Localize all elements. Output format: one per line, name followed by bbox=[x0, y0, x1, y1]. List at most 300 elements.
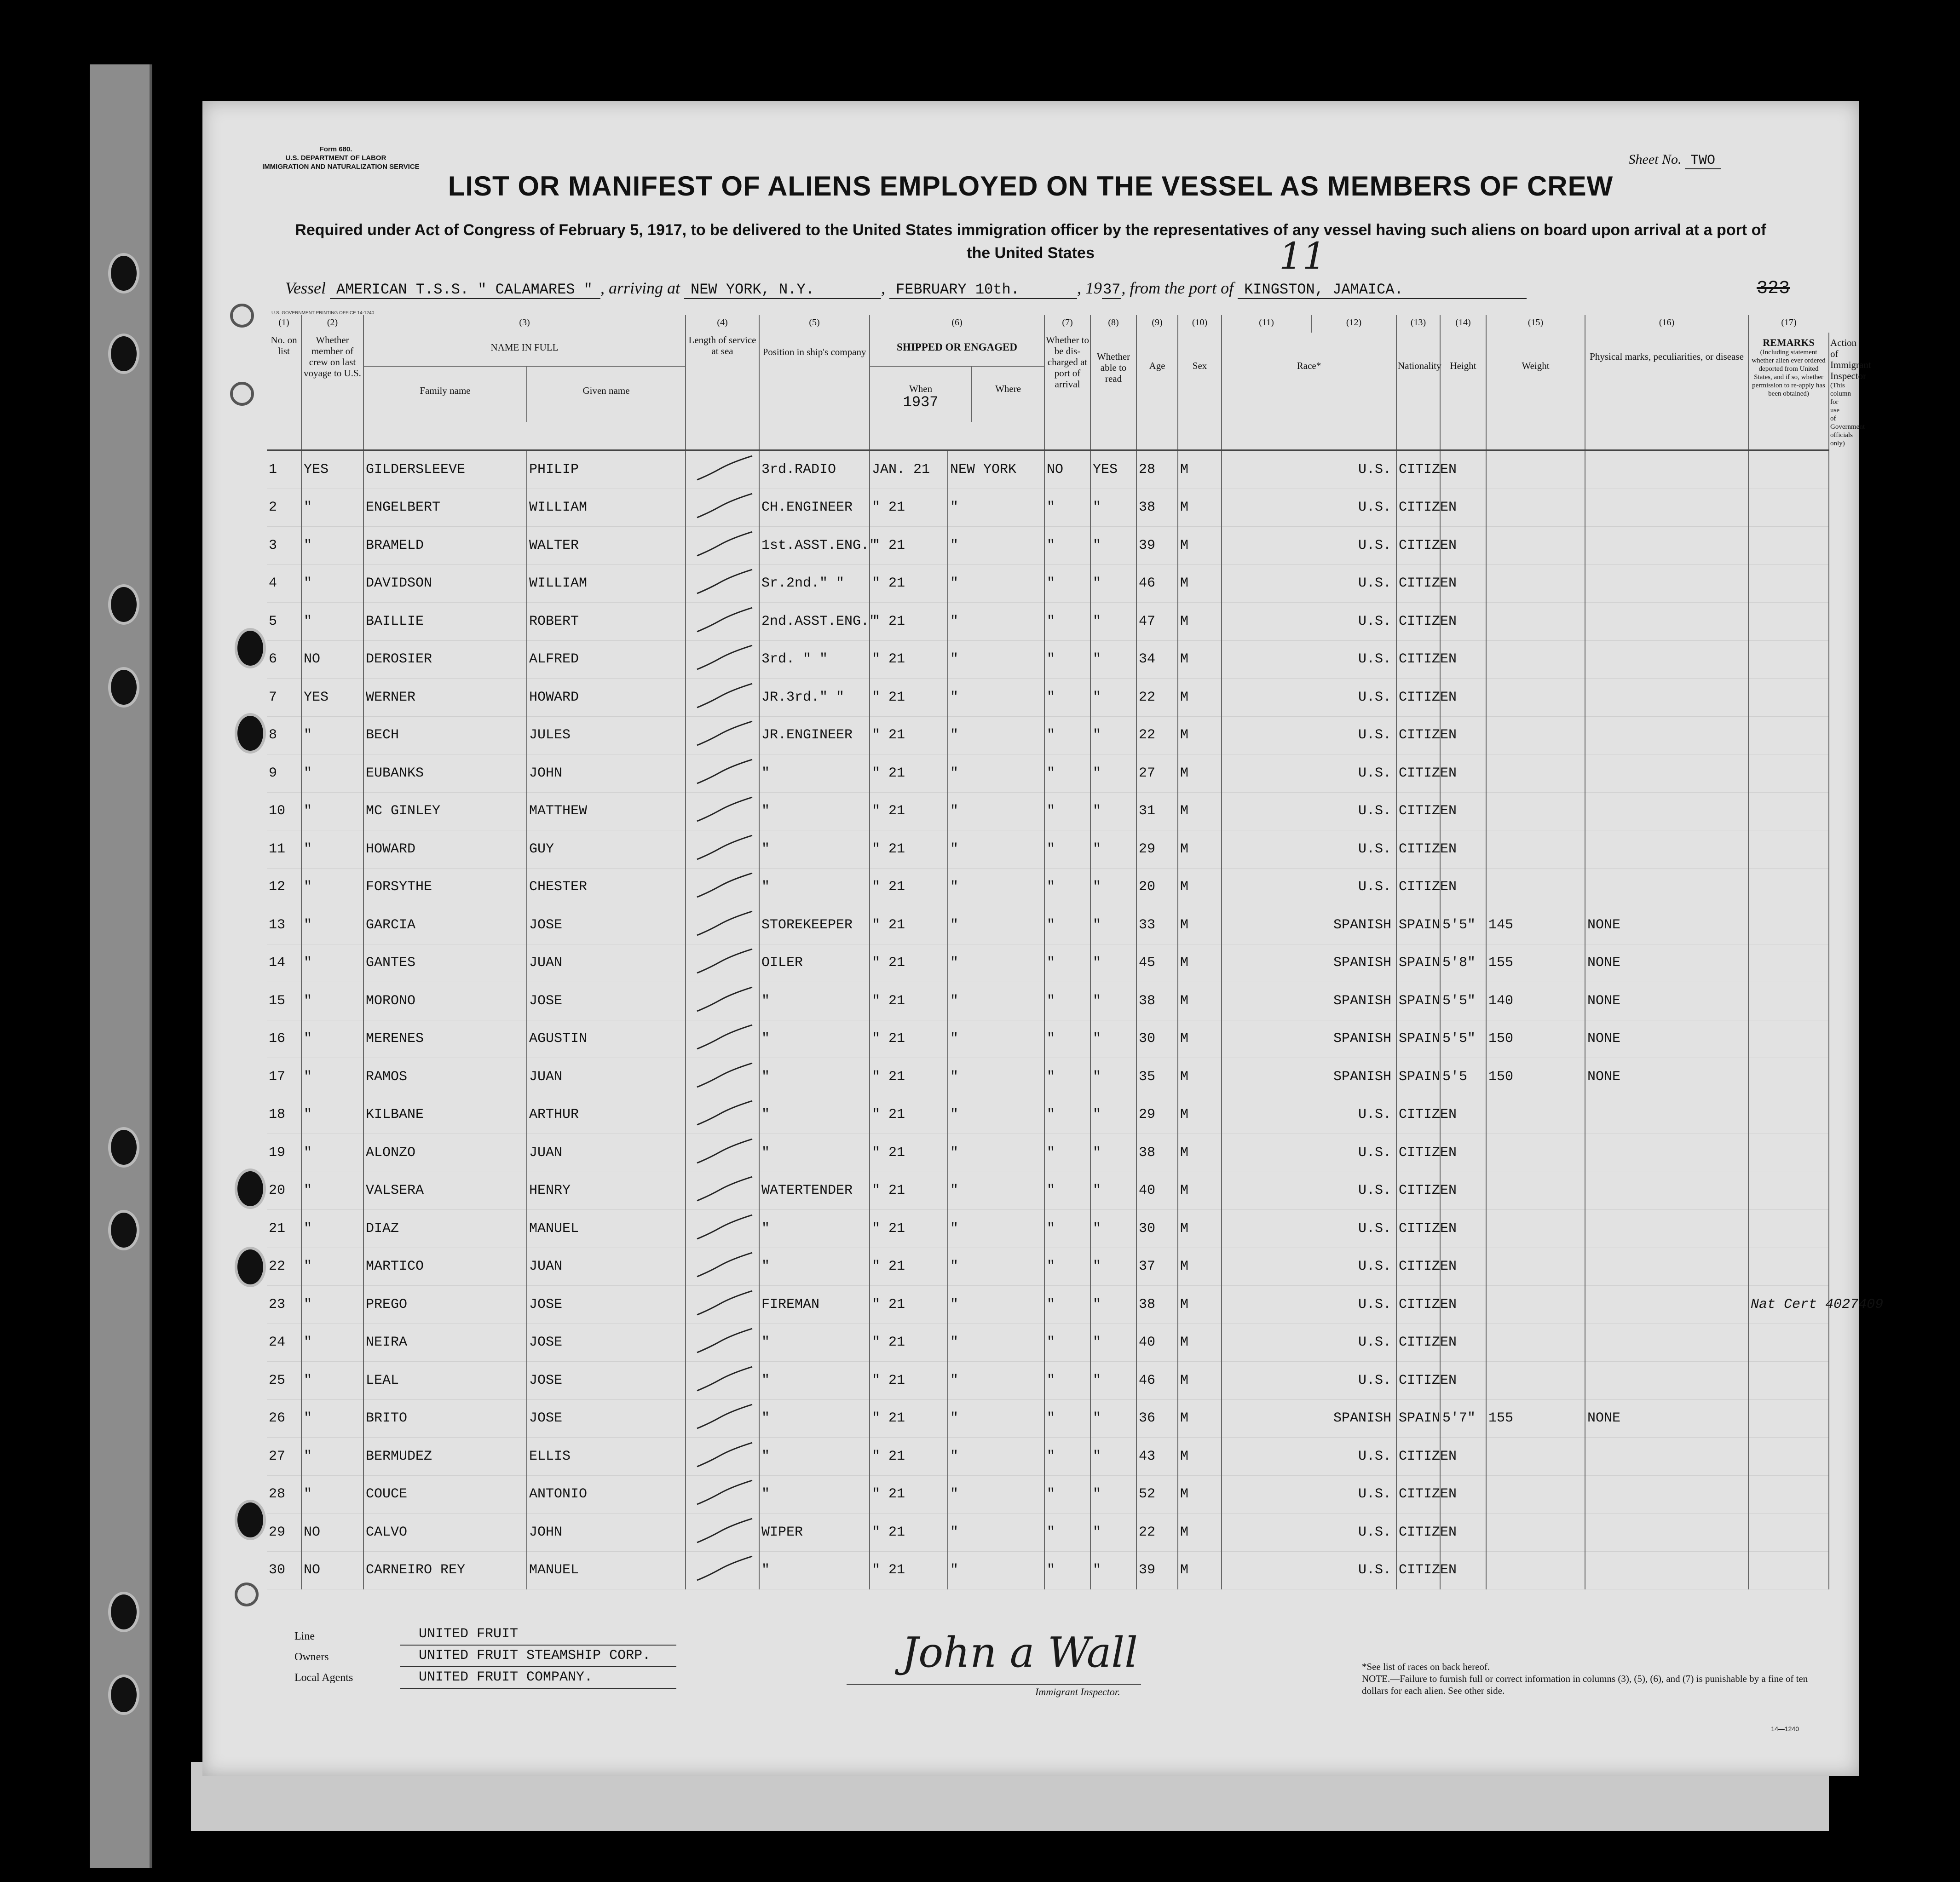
position-cell: 1st.ASST.ENG." bbox=[759, 527, 870, 565]
nationality-cell: CITIZEN bbox=[1396, 754, 1440, 793]
when-cell: " 21 bbox=[870, 527, 948, 565]
column-number: (1) bbox=[267, 315, 301, 333]
check-mark-icon bbox=[688, 679, 761, 716]
discharged-cell: " bbox=[1044, 640, 1090, 679]
race-cell: U.S. bbox=[1222, 1172, 1396, 1210]
nationality-cell: CITIZEN bbox=[1396, 1248, 1440, 1286]
check-mark-icon bbox=[688, 641, 761, 678]
column-number: (14) bbox=[1440, 315, 1486, 333]
remarks-cell bbox=[1748, 944, 1829, 982]
where-cell: NEW YORK bbox=[948, 450, 1044, 489]
sex-cell: M bbox=[1178, 1134, 1222, 1172]
family-name-cell: GANTES bbox=[363, 944, 527, 982]
physical-marks-cell bbox=[1585, 564, 1748, 603]
check-mark-icon bbox=[688, 1096, 761, 1133]
check-mark-icon bbox=[688, 1400, 761, 1437]
from-label: , from the port of bbox=[1121, 279, 1234, 297]
nationality-cell: CITIZEN bbox=[1396, 1134, 1440, 1172]
service-tick-cell bbox=[686, 1134, 759, 1172]
check-mark-icon bbox=[688, 1059, 761, 1095]
race-cell: U.S. bbox=[1222, 1438, 1396, 1476]
row-number: 8 bbox=[267, 716, 301, 754]
when-cell: " 21 bbox=[870, 906, 948, 944]
given-name-cell: JULES bbox=[527, 716, 686, 754]
given-name-cell: PHILIP bbox=[527, 450, 686, 489]
service-tick-cell bbox=[686, 944, 759, 982]
last-voyage-cell: " bbox=[301, 527, 363, 565]
family-name-cell: DEROSIER bbox=[363, 640, 527, 679]
when-cell: " 21 bbox=[870, 1514, 948, 1552]
table-row bbox=[267, 830, 1829, 869]
last-voyage-cell: " bbox=[301, 716, 363, 754]
nationality-cell: CITIZEN bbox=[1396, 868, 1440, 906]
when-cell: " 21 bbox=[870, 792, 948, 830]
service-tick-cell bbox=[686, 1172, 759, 1210]
when-cell: " 21 bbox=[870, 1324, 948, 1362]
where-cell: " bbox=[948, 1362, 1044, 1400]
where-cell: " bbox=[948, 1438, 1044, 1476]
sex-cell: M bbox=[1178, 944, 1222, 982]
service-tick-cell bbox=[686, 603, 759, 641]
where-cell: " bbox=[948, 1020, 1044, 1058]
row-number: 3 bbox=[267, 527, 301, 565]
age-cell: 37 bbox=[1136, 1248, 1178, 1286]
last-voyage-cell: " bbox=[301, 906, 363, 944]
nationality-cell: CITIZEN bbox=[1396, 1096, 1440, 1134]
remarks-cell bbox=[1748, 640, 1829, 679]
race-cell: U.S. bbox=[1222, 1514, 1396, 1552]
when-year: 1937 bbox=[903, 394, 939, 411]
age-cell: 39 bbox=[1136, 1551, 1178, 1589]
physical-marks-cell bbox=[1585, 450, 1748, 489]
header-nationality: Nationality bbox=[1396, 333, 1440, 450]
column-number: (16) bbox=[1585, 315, 1748, 333]
physical-marks-cell bbox=[1585, 1172, 1748, 1210]
discharged-cell: " bbox=[1044, 868, 1090, 906]
family-name-cell: MARTICO bbox=[363, 1248, 527, 1286]
sex-cell: M bbox=[1178, 450, 1222, 489]
remarks-cell bbox=[1748, 830, 1829, 869]
family-name-cell: FORSYTHE bbox=[363, 868, 527, 906]
departure-port: KINGSTON, JAMAICA. bbox=[1238, 281, 1527, 299]
position-cell: WATERTENDER bbox=[759, 1172, 870, 1210]
when-cell: " 21 bbox=[870, 1362, 948, 1400]
service-tick-cell bbox=[686, 982, 759, 1020]
column-number: (17) bbox=[1781, 317, 1797, 328]
race-cell: U.S. bbox=[1222, 1210, 1396, 1248]
discharged-cell: " bbox=[1044, 716, 1090, 754]
last-voyage-cell: " bbox=[301, 489, 363, 527]
given-name-cell: GUY bbox=[527, 830, 686, 869]
given-name-cell: ARTHUR bbox=[527, 1096, 686, 1134]
remarks-cell bbox=[1748, 1551, 1829, 1589]
race-cell: SPANISH bbox=[1222, 906, 1396, 944]
header-given-name: Given name bbox=[582, 385, 630, 396]
service-tick-cell bbox=[686, 1096, 759, 1134]
where-cell: " bbox=[948, 1399, 1044, 1438]
last-voyage-cell: YES bbox=[301, 450, 363, 489]
table-row bbox=[267, 906, 1829, 944]
table-row bbox=[267, 1096, 1829, 1134]
sex-cell: M bbox=[1178, 754, 1222, 793]
sex-cell: M bbox=[1178, 792, 1222, 830]
remarks-cell bbox=[1748, 1362, 1829, 1400]
where-cell: " bbox=[948, 1475, 1044, 1514]
table-row bbox=[267, 527, 1829, 565]
race-cell: U.S. bbox=[1222, 868, 1396, 906]
position-cell: CH.ENGINEER bbox=[759, 489, 870, 527]
age-cell: 20 bbox=[1136, 868, 1178, 906]
last-voyage-cell: " bbox=[301, 944, 363, 982]
position-cell: " bbox=[759, 1096, 870, 1134]
last-voyage-cell: " bbox=[301, 1134, 363, 1172]
position-cell: " bbox=[759, 1134, 870, 1172]
table-row bbox=[267, 1362, 1829, 1400]
discharged-cell: " bbox=[1044, 1399, 1090, 1438]
check-mark-icon bbox=[688, 1020, 761, 1057]
row-number: 30 bbox=[267, 1551, 301, 1589]
table-row bbox=[267, 754, 1829, 793]
physical-marks-cell bbox=[1585, 1210, 1748, 1248]
nationality-cell: CITIZEN bbox=[1396, 450, 1440, 489]
weight-cell bbox=[1486, 1286, 1585, 1324]
punch-hole bbox=[235, 1500, 266, 1540]
family-name-cell: GILDERSLEEVE bbox=[363, 450, 527, 489]
weight-cell bbox=[1486, 792, 1585, 830]
check-mark-icon bbox=[688, 907, 761, 944]
discharged-cell: " bbox=[1044, 1134, 1090, 1172]
position-cell: STOREKEEPER bbox=[759, 906, 870, 944]
header-discharged: Whether to be dis-charged at port of arrival bbox=[1044, 333, 1090, 450]
weight-cell: 140 bbox=[1486, 982, 1585, 1020]
weight-cell bbox=[1486, 754, 1585, 793]
age-cell: 36 bbox=[1136, 1399, 1178, 1438]
footer-notes bbox=[1362, 1661, 1813, 1697]
arrival-year: 37 bbox=[1103, 281, 1121, 298]
header-where: Where bbox=[995, 383, 1021, 394]
check-mark-icon bbox=[688, 1438, 761, 1475]
race-cell: U.S. bbox=[1222, 1286, 1396, 1324]
table-row bbox=[267, 603, 1829, 641]
race-cell: SPANISH bbox=[1222, 1020, 1396, 1058]
given-name-cell: JUAN bbox=[527, 1134, 686, 1172]
age-cell: 30 bbox=[1136, 1210, 1178, 1248]
weight-cell bbox=[1486, 489, 1585, 527]
row-number: 27 bbox=[267, 1438, 301, 1476]
remarks-cell bbox=[1748, 1475, 1829, 1514]
punch-hole bbox=[108, 1675, 139, 1715]
table-row bbox=[267, 868, 1829, 906]
nationality-cell: CITIZEN bbox=[1396, 1324, 1440, 1362]
punch-hole bbox=[230, 382, 254, 406]
age-cell: 28 bbox=[1136, 450, 1178, 489]
check-mark-icon bbox=[688, 603, 761, 640]
when-cell: " 21 bbox=[870, 1551, 948, 1589]
footer-labels bbox=[294, 1626, 353, 1688]
when-cell: " 21 bbox=[870, 1286, 948, 1324]
line-label: Line bbox=[294, 1630, 315, 1642]
weight-cell bbox=[1486, 1362, 1585, 1400]
weight-cell bbox=[1486, 527, 1585, 565]
nationality-cell: CITIZEN bbox=[1396, 1475, 1440, 1514]
table-row bbox=[267, 1286, 1829, 1324]
family-name-cell: BERMUDEZ bbox=[363, 1438, 527, 1476]
discharged-cell: " bbox=[1044, 603, 1090, 641]
manifest-page bbox=[202, 101, 1884, 1776]
given-name-cell: JOSE bbox=[527, 1286, 686, 1324]
service-tick-cell bbox=[686, 754, 759, 793]
where-cell: " bbox=[948, 1210, 1044, 1248]
service-tick-cell bbox=[686, 868, 759, 906]
nationality-cell: CITIZEN bbox=[1396, 1551, 1440, 1589]
able-to-read-cell: " bbox=[1090, 1324, 1136, 1362]
remarks-cell bbox=[1748, 1514, 1829, 1552]
nationality-cell: CITIZEN bbox=[1396, 679, 1440, 717]
when-cell: JAN. 21 bbox=[870, 450, 948, 489]
family-name-cell: BRAMELD bbox=[363, 527, 527, 565]
discharged-cell: " bbox=[1044, 1020, 1090, 1058]
document-subtitle: Required under Act of Congress of February 5, 1917, to be delivered to the United States immigration officer by the representatives of any vessel having such aliens on board upon arrival at a port of the United States bbox=[295, 221, 1766, 262]
punch-hole bbox=[108, 334, 139, 374]
row-number: 15 bbox=[267, 982, 301, 1020]
able-to-read-cell: " bbox=[1090, 906, 1136, 944]
able-to-read-cell: " bbox=[1090, 564, 1136, 603]
physical-marks-cell bbox=[1585, 1551, 1748, 1589]
sex-cell: M bbox=[1178, 830, 1222, 869]
nationality-cell: SPAIN bbox=[1396, 944, 1440, 982]
age-cell: 22 bbox=[1136, 716, 1178, 754]
remarks-cell bbox=[1748, 1058, 1829, 1096]
check-mark-icon bbox=[688, 1476, 761, 1513]
race-cell: SPANISH bbox=[1222, 982, 1396, 1020]
row-number: 23 bbox=[267, 1286, 301, 1324]
given-name-cell: MANUEL bbox=[527, 1551, 686, 1589]
nationality-cell: CITIZEN bbox=[1396, 1362, 1440, 1400]
given-name-cell: WILLIAM bbox=[527, 489, 686, 527]
given-name-cell: WILLIAM bbox=[527, 564, 686, 603]
when-cell: " 21 bbox=[870, 489, 948, 527]
age-cell: 38 bbox=[1136, 1286, 1178, 1324]
position-cell: " bbox=[759, 754, 870, 793]
crew-manifest-table bbox=[267, 315, 1884, 1589]
remarks-cell bbox=[1748, 1134, 1829, 1172]
check-mark-icon bbox=[688, 451, 761, 488]
family-name-cell: KILBANE bbox=[363, 1096, 527, 1134]
position-cell: " bbox=[759, 1399, 870, 1438]
table-row bbox=[267, 792, 1829, 830]
nationality-cell: CITIZEN bbox=[1396, 792, 1440, 830]
column-number: (15) bbox=[1486, 315, 1585, 333]
able-to-read-cell: " bbox=[1090, 527, 1136, 565]
sex-cell: M bbox=[1178, 489, 1222, 527]
sex-cell: M bbox=[1178, 1324, 1222, 1362]
family-name-cell: EUBANKS bbox=[363, 754, 527, 793]
column-number: (13) bbox=[1396, 315, 1440, 333]
where-cell: " bbox=[948, 754, 1044, 793]
nationality-cell: SPAIN bbox=[1396, 1058, 1440, 1096]
weight-cell bbox=[1486, 564, 1585, 603]
age-cell: 33 bbox=[1136, 906, 1178, 944]
vessel-name: AMERICAN T.S.S. " CALAMARES " bbox=[330, 281, 600, 299]
discharged-cell: " bbox=[1044, 1475, 1090, 1514]
where-cell: " bbox=[948, 830, 1044, 869]
when-cell: " 21 bbox=[870, 1058, 948, 1096]
family-name-cell: GARCIA bbox=[363, 906, 527, 944]
last-voyage-cell: NO bbox=[301, 1551, 363, 1589]
nationality-cell: CITIZEN bbox=[1396, 489, 1440, 527]
owners-value: UNITED FRUIT STEAMSHIP CORP. bbox=[400, 1646, 676, 1667]
age-cell: 45 bbox=[1136, 944, 1178, 982]
age-cell: 29 bbox=[1136, 1096, 1178, 1134]
age-cell: 43 bbox=[1136, 1438, 1178, 1476]
table-row bbox=[267, 1514, 1829, 1552]
sex-cell: M bbox=[1178, 1248, 1222, 1286]
when-cell: " 21 bbox=[870, 944, 948, 982]
race-cell: U.S. bbox=[1222, 603, 1396, 641]
sex-cell: M bbox=[1178, 716, 1222, 754]
nationality-cell: CITIZEN bbox=[1396, 640, 1440, 679]
last-voyage-cell: " bbox=[301, 1475, 363, 1514]
table-row bbox=[267, 1020, 1829, 1058]
header-physical-marks: Physical marks, peculiarities, or disease bbox=[1585, 333, 1748, 450]
able-to-read-cell: " bbox=[1090, 1286, 1136, 1324]
service-tick-cell bbox=[686, 1551, 759, 1589]
able-to-read-cell: " bbox=[1090, 1514, 1136, 1552]
remarks-cell bbox=[1748, 1399, 1829, 1438]
where-cell: " bbox=[948, 1248, 1044, 1286]
where-cell: " bbox=[948, 868, 1044, 906]
shipped-engaged-label: SHIPPED OR ENGAGED bbox=[870, 333, 1044, 367]
remarks-cell bbox=[1748, 716, 1829, 754]
sex-cell: M bbox=[1178, 1286, 1222, 1324]
punch-hole bbox=[108, 1127, 139, 1168]
able-to-read-cell: " bbox=[1090, 716, 1136, 754]
table-row bbox=[267, 1324, 1829, 1362]
table-row bbox=[267, 1134, 1829, 1172]
service-tick-cell bbox=[686, 792, 759, 830]
where-cell: " bbox=[948, 1172, 1044, 1210]
able-to-read-cell: " bbox=[1090, 1551, 1136, 1589]
sex-cell: M bbox=[1178, 1551, 1222, 1589]
where-cell: " bbox=[948, 1058, 1044, 1096]
when-cell: " 21 bbox=[870, 603, 948, 641]
last-voyage-cell: " bbox=[301, 830, 363, 869]
age-cell: 35 bbox=[1136, 1058, 1178, 1096]
where-cell: " bbox=[948, 906, 1044, 944]
sex-cell: M bbox=[1178, 982, 1222, 1020]
when-cell: " 21 bbox=[870, 679, 948, 717]
punch-hole bbox=[108, 584, 139, 625]
discharged-cell: " bbox=[1044, 830, 1090, 869]
vessel-line: Vessel AMERICAN T.S.S. " CALAMARES " , arriving at NEW YORK, N.Y. , FEBRUARY 10th. , 1937, from the port of KINGSTON, JAMAICA. bbox=[285, 278, 1813, 299]
able-to-read-cell: " bbox=[1090, 1399, 1136, 1438]
name-in-full-label: NAME IN FULL bbox=[364, 333, 685, 367]
row-number: 22 bbox=[267, 1248, 301, 1286]
sex-cell: M bbox=[1178, 1210, 1222, 1248]
table-row bbox=[267, 1475, 1829, 1514]
able-to-read-cell: " bbox=[1090, 1475, 1136, 1514]
remarks-cell bbox=[1748, 1324, 1829, 1362]
age-cell: 47 bbox=[1136, 603, 1178, 641]
able-to-read-cell: " bbox=[1090, 1020, 1136, 1058]
nationality-cell: CITIZEN bbox=[1396, 1172, 1440, 1210]
position-cell: " bbox=[759, 868, 870, 906]
page-number: 323 bbox=[1756, 278, 1790, 299]
service-tick-cell bbox=[686, 679, 759, 717]
given-name-cell: JOSE bbox=[527, 1324, 686, 1362]
last-voyage-cell: " bbox=[301, 982, 363, 1020]
last-voyage-cell: " bbox=[301, 1210, 363, 1248]
position-cell: WIPER bbox=[759, 1514, 870, 1552]
signature-line bbox=[847, 1684, 1141, 1685]
owners-label: Owners bbox=[294, 1651, 329, 1663]
physical-marks-cell bbox=[1585, 679, 1748, 717]
row-number: 7 bbox=[267, 679, 301, 717]
last-voyage-cell: " bbox=[301, 1096, 363, 1134]
position-cell: " bbox=[759, 1438, 870, 1476]
discharged-cell: " bbox=[1044, 527, 1090, 565]
form-code: 14—1240 bbox=[1771, 1725, 1799, 1732]
punch-hole bbox=[235, 1168, 266, 1209]
family-name-cell: MORONO bbox=[363, 982, 527, 1020]
last-voyage-cell: " bbox=[301, 754, 363, 793]
arriving-label: , arriving at bbox=[600, 279, 680, 297]
column-number: (11) bbox=[1222, 315, 1311, 333]
line-value: UNITED FRUIT bbox=[400, 1624, 676, 1646]
service-tick-cell bbox=[686, 564, 759, 603]
discharged-cell: " bbox=[1044, 792, 1090, 830]
nationality-cell: CITIZEN bbox=[1396, 1514, 1440, 1552]
sex-cell: M bbox=[1178, 1020, 1222, 1058]
physical-marks-cell bbox=[1585, 527, 1748, 565]
race-cell: U.S. bbox=[1222, 1324, 1396, 1362]
nationality-cell: CITIZEN bbox=[1396, 1286, 1440, 1324]
race-cell: U.S. bbox=[1222, 716, 1396, 754]
last-voyage-cell: YES bbox=[301, 679, 363, 717]
age-cell: 38 bbox=[1136, 489, 1178, 527]
weight-cell bbox=[1486, 716, 1585, 754]
where-cell: " bbox=[948, 640, 1044, 679]
punch-hole bbox=[235, 713, 266, 754]
header-position: Position in ship's company bbox=[759, 333, 870, 450]
sex-cell: M bbox=[1178, 640, 1222, 679]
weight-cell bbox=[1486, 830, 1585, 869]
remarks-cell bbox=[1748, 754, 1829, 793]
height-cell: 5'8" bbox=[1440, 944, 1486, 982]
inspector-label: Immigrant Inspector. bbox=[1035, 1686, 1120, 1698]
sex-cell: M bbox=[1178, 906, 1222, 944]
penalty-note: NOTE.—Failure to furnish full or correct information in columns (3), (5), (6), and (7) is punishable by a fine of ten dollars for each alien. See other side. bbox=[1362, 1673, 1808, 1696]
physical-marks-cell bbox=[1585, 1248, 1748, 1286]
punch-hole bbox=[235, 1247, 266, 1287]
physical-marks-cell bbox=[1585, 868, 1748, 906]
form-identifier bbox=[262, 145, 420, 171]
physical-marks-cell: NONE bbox=[1585, 944, 1748, 982]
given-name-cell: HENRY bbox=[527, 1172, 686, 1210]
header-family-name: Family name bbox=[364, 367, 527, 422]
discharged-cell: " bbox=[1044, 1210, 1090, 1248]
position-cell: " bbox=[759, 1248, 870, 1286]
sex-cell: M bbox=[1178, 1172, 1222, 1210]
age-cell: 34 bbox=[1136, 640, 1178, 679]
weight-cell: 145 bbox=[1486, 906, 1585, 944]
physical-marks-cell bbox=[1585, 1438, 1748, 1476]
remarks-cell bbox=[1748, 982, 1829, 1020]
check-mark-icon bbox=[688, 793, 761, 829]
sex-cell: M bbox=[1178, 527, 1222, 565]
row-number: 11 bbox=[267, 830, 301, 869]
able-to-read-cell: " bbox=[1090, 1362, 1136, 1400]
